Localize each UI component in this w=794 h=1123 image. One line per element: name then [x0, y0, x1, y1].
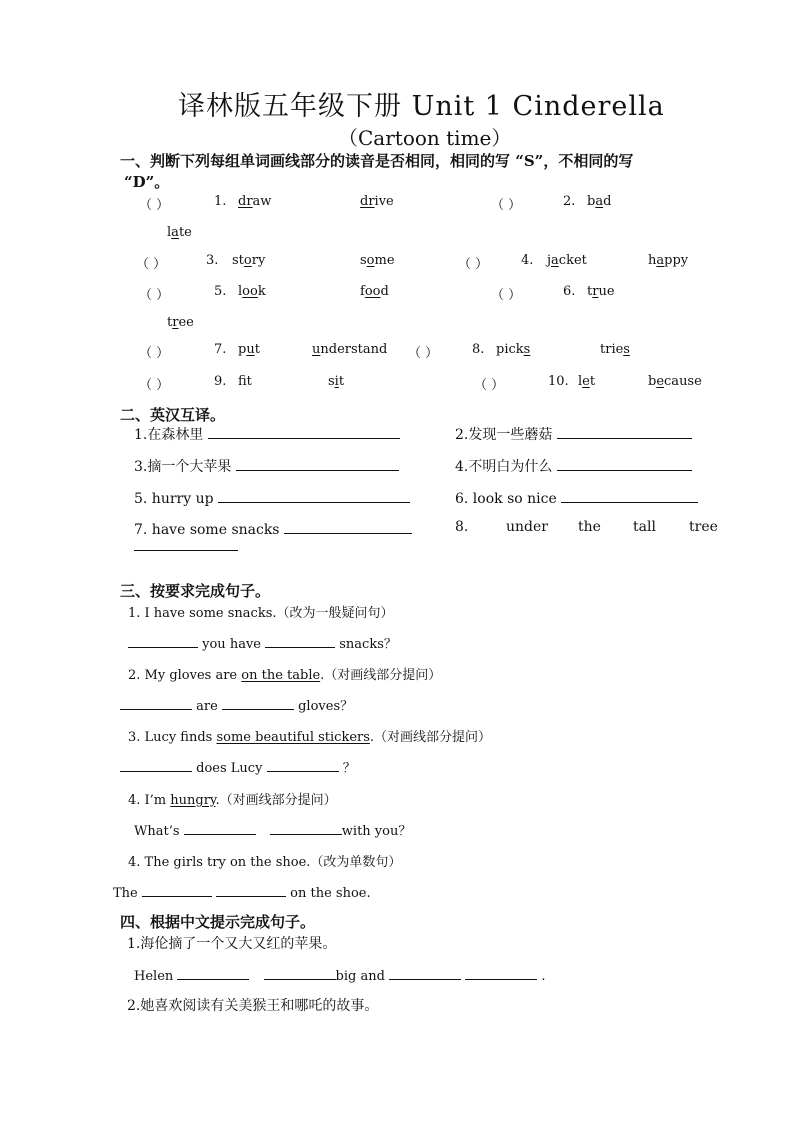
- word-part: d: [380, 284, 389, 299]
- word-part: p: [238, 342, 247, 357]
- word-part: ry: [251, 253, 266, 268]
- translate-item-2: [455, 424, 692, 444]
- item-number: 8.: [472, 342, 485, 357]
- word-1: [238, 194, 271, 209]
- translate-prompt: 4.不明白为什么: [455, 459, 553, 475]
- page-title: 译林版五年级下册 Unit 1 Cinderella: [178, 91, 665, 122]
- answer-blank[interactable]: [177, 965, 249, 980]
- answer-blank[interactable]: [267, 757, 339, 772]
- answer-paren[interactable]: （ ）: [139, 346, 170, 361]
- underlined-phrase: hungry: [170, 793, 216, 808]
- word-part: t: [167, 315, 173, 330]
- translate-item-8-word: under: [506, 519, 548, 535]
- section1-heading: 一、判断下列每组单词画线部分的读音是否相同，相同的写 “S”，不相同的写: [120, 152, 634, 170]
- word-1: [238, 374, 252, 389]
- translate-item-4: [455, 456, 692, 476]
- underlined-part: dr: [238, 194, 253, 209]
- answer-blank[interactable]: [120, 695, 192, 710]
- translate-item-8-num: 8.: [455, 519, 469, 535]
- answer-blank[interactable]: [561, 488, 698, 503]
- section3-heading: 三、按要求完成句子。: [120, 582, 271, 600]
- word-part: ppy: [664, 253, 689, 268]
- word-part: te: [178, 225, 192, 240]
- word-2: [360, 284, 389, 299]
- underlined-part: u: [312, 342, 321, 357]
- word-1: [238, 284, 266, 299]
- answer-blank[interactable]: [128, 633, 198, 648]
- translate-prompt: 2.发现一些蘑菇: [455, 427, 553, 443]
- answer-paren[interactable]: （ ）: [474, 378, 505, 393]
- underlined-part: r: [592, 284, 599, 299]
- word-part: h: [648, 253, 657, 268]
- answer-paren[interactable]: （ ）: [139, 378, 170, 393]
- answer-blank[interactable]: [557, 424, 692, 439]
- word-part: st: [232, 253, 244, 268]
- question-1: 1. I have some snacks.（改为一般疑问句）: [128, 606, 394, 621]
- word-part: cause: [664, 374, 702, 389]
- section2-heading: 二、英汉互译。: [120, 406, 226, 424]
- word-part: me: [374, 253, 395, 268]
- word-1: [238, 342, 260, 357]
- translate-prompt: 5. hurry up: [134, 491, 214, 507]
- translate-item-3: [134, 456, 399, 476]
- word-1: [587, 284, 615, 299]
- answer-blank[interactable]: [208, 424, 400, 439]
- word-part: cket: [558, 253, 587, 268]
- word-part: pick: [496, 342, 524, 357]
- word-part: ue: [598, 284, 615, 299]
- answer-blank[interactable]: [284, 519, 412, 534]
- answer-paren[interactable]: （ ）: [139, 198, 170, 213]
- answer-blank[interactable]: [236, 456, 399, 471]
- section4-heading: 四、根据中文提示完成句子。: [120, 913, 316, 931]
- answer-line-4: What’s with you？: [134, 820, 411, 839]
- translate-prompt: 6. look so nice: [455, 491, 557, 507]
- underlined-part: a: [595, 194, 604, 209]
- underlined-phrase: some beautiful stickers: [216, 730, 370, 745]
- translate-item-8-word: tree: [689, 519, 718, 535]
- underlined-part: oo: [364, 284, 381, 299]
- word-1: [496, 342, 530, 357]
- underlined-part: r: [172, 315, 179, 330]
- answer-blank[interactable]: [216, 882, 286, 897]
- underlined-part: dr: [360, 194, 375, 209]
- word-2: [167, 315, 194, 330]
- answer-blank[interactable]: [465, 965, 537, 980]
- translate-item-8-word: the: [578, 519, 601, 535]
- answer-paren[interactable]: （ ）: [491, 288, 522, 303]
- translate-prompt: 1.在森林里: [134, 427, 204, 443]
- word-part: l: [238, 284, 243, 299]
- question-3: 3. Lucy finds some beautiful stickers.（对画线部分提问）: [128, 730, 492, 745]
- item-number: 4.: [521, 253, 534, 268]
- underlined-part: oo: [242, 284, 258, 299]
- item-number: 3.: [206, 253, 219, 268]
- answer-paren[interactable]: （ ）: [408, 346, 439, 361]
- word-2: [600, 342, 630, 357]
- cn-prompt-1: 1.海伦摘了一个又大又红的苹果。: [127, 936, 337, 952]
- translate-item-5: [134, 488, 410, 507]
- item-number: 5.: [214, 284, 227, 299]
- underlined-part: o: [243, 253, 252, 268]
- underlined-part: a: [551, 253, 559, 268]
- answer-blank[interactable]: [265, 633, 335, 648]
- item-number: 1.: [214, 194, 227, 209]
- word-1: [547, 253, 587, 268]
- item-number: 2.: [563, 194, 576, 209]
- word-part: ive: [374, 194, 394, 209]
- word-2: [167, 225, 192, 240]
- word-1: [578, 374, 595, 389]
- translate-prompt: 7. have some snacks: [134, 522, 280, 538]
- word-part: ee: [178, 315, 194, 330]
- answer-line-3: does Lucy ？: [120, 757, 356, 776]
- underlined-part: a: [656, 253, 665, 268]
- answer-blank[interactable]: [264, 965, 336, 980]
- answer-paren[interactable]: （ ）: [491, 198, 522, 213]
- translate-prompt: 3.摘一个大苹果: [134, 459, 232, 475]
- word-2: [648, 253, 688, 268]
- underlined-part: e: [656, 374, 665, 389]
- translate-item-8-word: tall: [633, 519, 656, 535]
- underlined-part: e: [582, 374, 590, 389]
- word-part: d: [603, 194, 612, 209]
- answer-paren[interactable]: （ ）: [458, 257, 489, 272]
- underlined-part: u: [246, 342, 255, 357]
- underlined-part: i: [334, 374, 339, 389]
- cn-prompt-2: 2.她喜欢阅读有关美猴王和哪吒的故事。: [127, 998, 379, 1014]
- question-5: 4. The girls try on the shoe.（改为单数句）: [128, 855, 402, 870]
- answer-paren[interactable]: （ ）: [136, 257, 167, 272]
- word-part: t: [254, 342, 260, 357]
- item-number: 10.: [548, 374, 569, 389]
- underlined-part: a: [171, 225, 179, 240]
- underlined-part: s: [523, 342, 531, 357]
- answer-blank[interactable]: [184, 820, 256, 835]
- answer-blank[interactable]: [270, 820, 342, 835]
- word-part: t: [589, 374, 596, 389]
- word-2: [328, 374, 344, 389]
- answer-blank[interactable]: [218, 488, 410, 503]
- word-part: t: [246, 374, 252, 389]
- word-2: [360, 194, 394, 209]
- word-part: trie: [600, 342, 624, 357]
- word-part: f: [238, 374, 247, 389]
- translate-item-7: [134, 519, 412, 538]
- word-part: l: [578, 374, 583, 389]
- word-part: f: [360, 284, 365, 299]
- answer-line-5: The on the shoe.: [113, 882, 371, 901]
- answer-blank[interactable]: [134, 550, 238, 551]
- answer-blank[interactable]: [389, 965, 461, 980]
- word-1: [232, 253, 265, 268]
- item-number: 9.: [214, 374, 227, 389]
- answer-blank[interactable]: [557, 456, 692, 471]
- answer-line-1: you have snacks？: [128, 633, 397, 652]
- word-part: s: [360, 253, 367, 268]
- word-part: t: [587, 284, 593, 299]
- answer-line-cn-1: Helen big and .: [134, 965, 546, 984]
- item-number: 6.: [563, 284, 576, 299]
- answer-blank[interactable]: [222, 695, 294, 710]
- question-2: 2. My gloves are on the table.（对画线部分提问）: [128, 668, 442, 683]
- answer-blank[interactable]: [142, 882, 212, 897]
- word-2: [648, 374, 702, 389]
- translate-item-6: [455, 488, 698, 507]
- page-subtitle: （Cartoon time）: [338, 126, 512, 150]
- answer-blank[interactable]: [120, 757, 192, 772]
- word-part: t: [338, 374, 345, 389]
- question-4: 4. I’m hungry.（对画线部分提问）: [128, 793, 337, 808]
- underlined-part: o: [366, 253, 375, 268]
- word-part: nderstand: [320, 342, 388, 357]
- word-part: l: [167, 225, 172, 240]
- translate-item-1: [134, 424, 400, 444]
- word-1: [587, 194, 611, 209]
- answer-paren[interactable]: （ ）: [139, 288, 170, 303]
- word-part: s: [328, 374, 335, 389]
- word-2: [360, 253, 395, 268]
- word-2: [312, 342, 387, 357]
- word-part: b: [587, 194, 596, 209]
- section1-heading-cont: “D”。: [124, 173, 170, 191]
- underlined-phrase: on the table: [241, 668, 321, 683]
- word-part: k: [257, 284, 266, 299]
- word-part: b: [648, 374, 657, 389]
- word-part: j: [547, 253, 552, 268]
- underlined-part: s: [623, 342, 630, 357]
- word-part: aw: [252, 194, 272, 209]
- answer-line-2: are gloves？: [120, 695, 353, 714]
- item-number: 7.: [214, 342, 227, 357]
